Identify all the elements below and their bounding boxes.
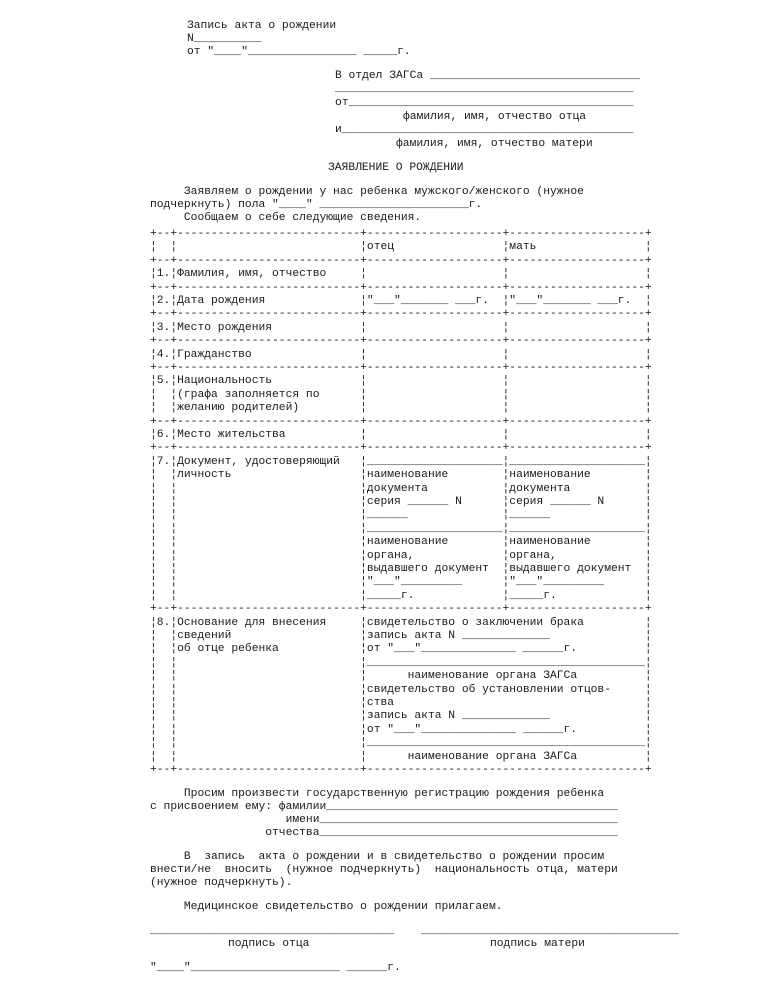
- request-line-3: имени____________________________________________: [150, 814, 618, 826]
- table-row: ¦ ¦ ¦наименование ¦наименование ¦: [150, 536, 652, 549]
- table-row: ¦ ¦ ¦серия ______ N ¦серия ______ N ¦: [150, 496, 652, 508]
- from-line: от__________________________________________: [335, 97, 634, 109]
- table-border-line: +--+---------------------------+--------------------+--------------------+: [150, 281, 652, 294]
- table-row: ¦8.¦Основание для внесения ¦свидетельство о заключении брака ¦: [150, 616, 652, 629]
- nationality-line-1: В запись акта о рождении и в свидетельство о рождении просим: [150, 851, 605, 863]
- request-line-1: Просим произвести государственную регистрацию рождения ребенка: [150, 788, 605, 800]
- table-row: ¦ ¦(графа заполняется по ¦ ¦ ¦: [150, 388, 652, 401]
- table-row: ¦ ¦ ¦_____г. ¦_____г. ¦: [150, 589, 652, 602]
- table-row: ¦ ¦ ¦запись акта N _____________ ¦: [150, 710, 652, 723]
- table-row: ¦ ¦ ¦отец ¦мать ¦: [150, 241, 652, 254]
- nationality-line-3: (нужное подчеркнуть).: [150, 877, 293, 889]
- table-border-line: +--+---------------------------+--------------------+--------------------+: [150, 362, 652, 374]
- table-border-line: +--+---------------------------+--------------------+--------------------+: [150, 254, 652, 267]
- table-row: ¦ ¦ ¦"___"_________ ¦"___"_________ ¦: [150, 576, 652, 589]
- footer-date: "____"______________________ ______г.: [150, 962, 401, 974]
- mother-caption: фамилия, имя, отчество матери: [396, 138, 593, 150]
- table-row: ¦ ¦ ¦ наименование органа ЗАГСа ¦: [150, 750, 652, 763]
- table-row: ¦ ¦ ¦свидетельство об установлении отцов- ¦: [150, 683, 652, 696]
- father-caption: фамилия, имя, отчество отца: [403, 111, 587, 123]
- table-row: ¦ ¦личность ¦наименование ¦наименование ¦: [150, 469, 652, 482]
- intro-line-3: Сообщаем о себе следующие сведения.: [150, 212, 422, 224]
- table-row: ¦ ¦ ¦____________________¦____________________¦: [150, 522, 652, 535]
- request-line-4: отчества____________________________________________: [150, 827, 618, 839]
- table-row: ¦ ¦ ¦______ ¦______ ¦: [150, 509, 652, 522]
- mother-signature-caption: подпись матери: [490, 938, 585, 950]
- table-row: ¦ ¦ ¦_________________________________________¦: [150, 656, 652, 669]
- father-signature-caption: подпись отца: [228, 938, 310, 950]
- attachment-line: Медицинское свидетельство о рождении прилагаем.: [150, 901, 503, 913]
- table-row: ¦3.¦Место рождения ¦ ¦ ¦: [150, 321, 652, 334]
- table-border-line: +--+---------------------------+--------------------+--------------------+: [150, 415, 652, 428]
- table-row: ¦ ¦ ¦ наименование органа ЗАГСа ¦: [150, 670, 652, 683]
- blank-line: ____________________________________________: [335, 83, 634, 95]
- table-row: ¦ ¦ ¦от "___"______________ ______г. ¦: [150, 723, 652, 736]
- table-row: ¦ ¦желанию родителей) ¦ ¦ ¦: [150, 402, 652, 415]
- table-border-line: +--+---------------------------+--------------------+--------------------+: [150, 335, 652, 348]
- table-row: ¦5.¦Национальность ¦ ¦ ¦: [150, 375, 652, 388]
- intro-line-2: подчеркнуть) пола "____" ______________________г.: [150, 199, 483, 211]
- table-row: ¦ ¦ ¦документа ¦документа ¦: [150, 482, 652, 495]
- intro-line-1: Заявляем о рождении у нас ребенка мужского/женского (нужное: [150, 186, 584, 198]
- table-row: ¦ ¦ ¦выдавшего документ ¦выдавшего документ ¦: [150, 563, 652, 575]
- table-border-line: +--+---------------------------+--------------------+--------------------+: [150, 228, 652, 240]
- table-row: ¦2.¦Дата рождения ¦"___"_______ ___г. ¦"___"_______ ___г. ¦: [150, 295, 652, 307]
- table-row: ¦4.¦Гражданство ¦ ¦ ¦: [150, 348, 652, 361]
- table-border-line: +--+---------------------------+--------------------+--------------------+: [150, 308, 652, 321]
- table-row: ¦7.¦Документ, удостоверяющий ¦____________________¦____________________¦: [150, 455, 652, 468]
- table-border-line: +--+---------------------------+-----------------------------------------+: [150, 764, 652, 776]
- record-number: N__________: [187, 33, 262, 45]
- and-line: и___________________________________________: [335, 124, 634, 136]
- table-row: ¦ ¦сведений ¦запись акта N _____________ ¦: [150, 630, 652, 642]
- table-row: ¦ ¦об отце ребенка ¦от "___"______________ ______г. ¦: [150, 643, 652, 656]
- record-title: Запись акта о рождении: [187, 20, 337, 32]
- table-border-line: +--+---------------------------+--------------------+--------------------+: [150, 442, 652, 455]
- request-line-2: с присвоением ему: фамилии___________________________________________: [150, 801, 618, 813]
- table-row: ¦ ¦ ¦ства ¦: [150, 697, 652, 709]
- to-office-line: В отдел ЗАГСа _______________________________: [335, 70, 641, 82]
- nationality-line-2: внести/не вносить (нужное подчеркнуть) национальность отца, матери: [150, 864, 618, 876]
- signature-lines: ____________________________________ ______________________________________: [150, 925, 679, 937]
- table-row: ¦6.¦Место жительства ¦ ¦ ¦: [150, 429, 652, 441]
- table-row: ¦1.¦Фамилия, имя, отчество ¦ ¦ ¦: [150, 268, 652, 281]
- table-row: ¦ ¦ ¦_________________________________________¦: [150, 737, 652, 750]
- record-date: от "____"________________ _____г.: [187, 46, 411, 58]
- document-title: ЗАЯВЛЕНИЕ О РОЖДЕНИИ: [328, 162, 464, 174]
- table-row: ¦ ¦ ¦органа, ¦органа, ¦: [150, 549, 652, 562]
- table-border-line: +--+---------------------------+--------------------+--------------------+: [150, 603, 652, 616]
